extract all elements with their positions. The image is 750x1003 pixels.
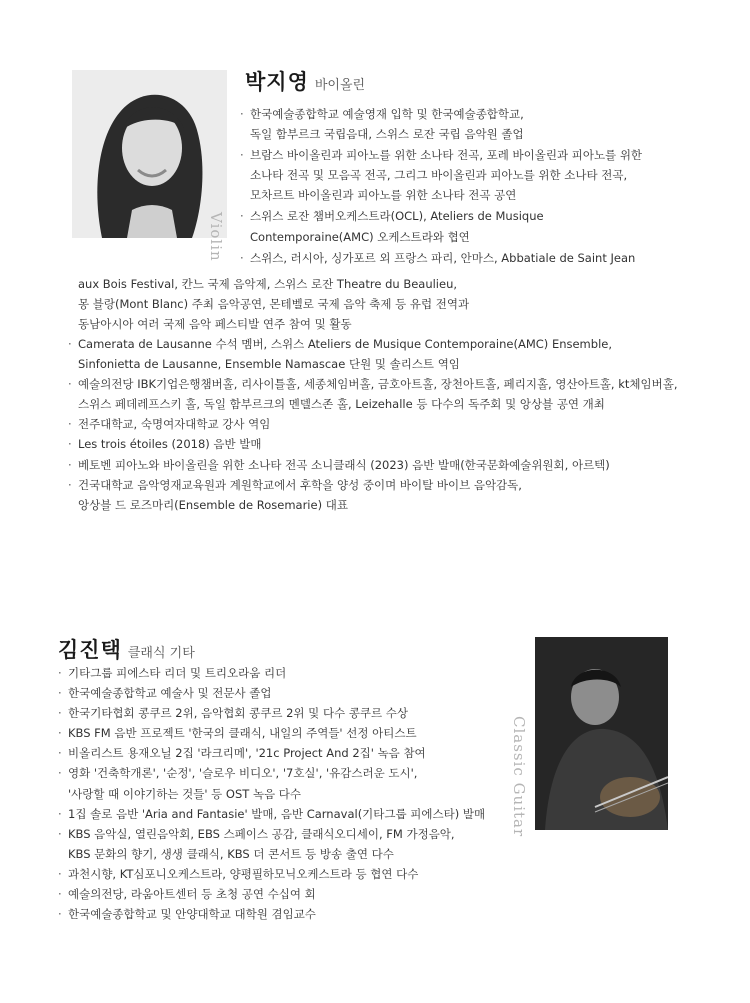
guitar-photo-label: Classic Guitar: [510, 716, 528, 838]
violin-photo-label: Violin: [207, 212, 225, 262]
bio-item: · 한국기타협회 콩쿠르 2위, 음악협회 콩쿠르 2위 및 다수 콩쿠르 수상: [58, 703, 485, 723]
guitarist-role: 클래식 기타: [127, 646, 195, 661]
guitarist-bio: [58, 663, 485, 924]
bio-item: · 비올리스트 용재오닐 2집 '라크리메', '21c Project And 2집' 녹음 참여: [58, 743, 485, 763]
guitarist-name: [58, 634, 195, 664]
bio-item: · 한국예술종합학교 및 안양대학교 대학원 겸임교수: [58, 904, 485, 924]
bio-item: · 1집 솔로 음반 'Aria and Fantasie' 발매, 음반 Carnaval(기타그룹 피에스타) 발매: [58, 804, 485, 824]
bio-item: · 예술의전당, 라움아트센터 등 초청 공연 수십여 회: [58, 884, 485, 904]
bio-item: · 스위스, 러시아, 싱가포르 외 프랑스 파리, 안마스, Abbatiale de Saint Jean: [240, 248, 642, 268]
bio-item: · KBS FM 음반 프로젝트 '한국의 클래식, 내일의 주역들' 선정 아티스트: [58, 723, 485, 743]
violinist-bio-top: [240, 104, 642, 268]
violinist-bio-bottom: [68, 334, 678, 515]
bio-item: · 한국예술종합학교 예술사 및 전문사 졸업: [58, 683, 485, 703]
bio-item: · 베토벤 피아노와 바이올린을 위한 소나타 전곡 소니클래식 (2023) 음반 발매(한국문화예술위원회, 아르텍): [68, 455, 678, 475]
bio-item: · 과천시향, KT심포니오케스트라, 양평필하모닉오케스트라 등 협연 다수: [58, 864, 485, 884]
violinist-bio-continued: [68, 274, 469, 334]
bio-item: · Les trois étoiles (2018) 음반 발매: [68, 434, 678, 454]
bio-item: · Camerata de Lausanne 수석 멤버, 스위스 Ateliers de Musique Contemporaine(AMC) Ensemble, Sinfonietta de Lausanne, Ensemble Namascae 단원 및 솔리스트 역임: [68, 334, 678, 374]
violinist-role: 바이올린: [314, 78, 366, 93]
bio-item: · KBS 음악실, 열린음악회, EBS 스페이스 공감, 클래식오디세이, FM 가정음악, KBS 문화의 향기, 생생 클래식, KBS 더 콘서트 등 방송 출연 다수: [58, 824, 485, 864]
bio-item: · 브람스 바이올린과 피아노를 위한 소나타 전곡, 포레 바이올린과 피아노를 위한 소나타 전곡 및 모음곡 전곡, 그리그 바이올린과 피아노를 위한 소나타 전곡, 모차르트 바이올린과 피아노를 위한 소나타 전곡 공연: [240, 145, 642, 205]
violinist-name-text: 박지영: [245, 70, 309, 94]
violinist-name: [245, 66, 365, 96]
bio-item: · 영화 '건축학개론', '순정', '슬로우 비디오', '7호실', '유감스러운 도시', '사랑할 때 이야기하는 것들' 등 OST 녹음 다수: [58, 763, 485, 803]
bio-item: · 전주대학교, 숙명여자대학교 강사 역임: [68, 414, 678, 434]
guitarist-photo: [535, 637, 668, 830]
bio-item: · 기타그룹 피에스타 리더 및 트리오라움 리더: [58, 663, 485, 683]
bio-item: · 스위스 로잔 챔버오케스트라(OCL), Ateliers de Musique Contemporaine(AMC) 오케스트라와 협연: [240, 206, 642, 246]
bio-item: · 한국예술종합학교 예술영재 입학 및 한국예술종합학교, 독일 함부르크 국립음대, 스위스 로잔 국립 음악원 졸업: [240, 104, 642, 144]
guitarist-name-text: 김진택: [58, 638, 122, 662]
violinist-photo: [72, 70, 227, 238]
bio-item-continued: aux Bois Festival, 칸느 국제 음악제, 스위스 로잔 Theatre du Beaulieu, 몽 블랑(Mont Blanc) 주최 음악공연, 몬테벨로 국제 음악 축제 등 유럽 전역과 동남아시아 여러 국제 음악 페스티발 연주 참여 및 활동: [78, 277, 470, 332]
bio-item: · 건국대학교 음악영재교육원과 계원학교에서 후학을 양성 중이며 바이탈 바이브 음악감독, 앙상블 드 로즈마리(Ensemble de Rosemarie) 대표: [68, 475, 678, 515]
bio-item: · 예술의전당 IBK기업은행챔버홀, 리사이틀홀, 세종체임버홀, 금호아트홀, 장천아트홀, 페리지홀, 영산아트홀, kt체임버홀, 스위스 페데레프스키 홀, 독일 함부르크의 멘델스존 홀, Leizehalle 등 다수의 독주회 및 앙상블 공연 개최: [68, 374, 678, 414]
